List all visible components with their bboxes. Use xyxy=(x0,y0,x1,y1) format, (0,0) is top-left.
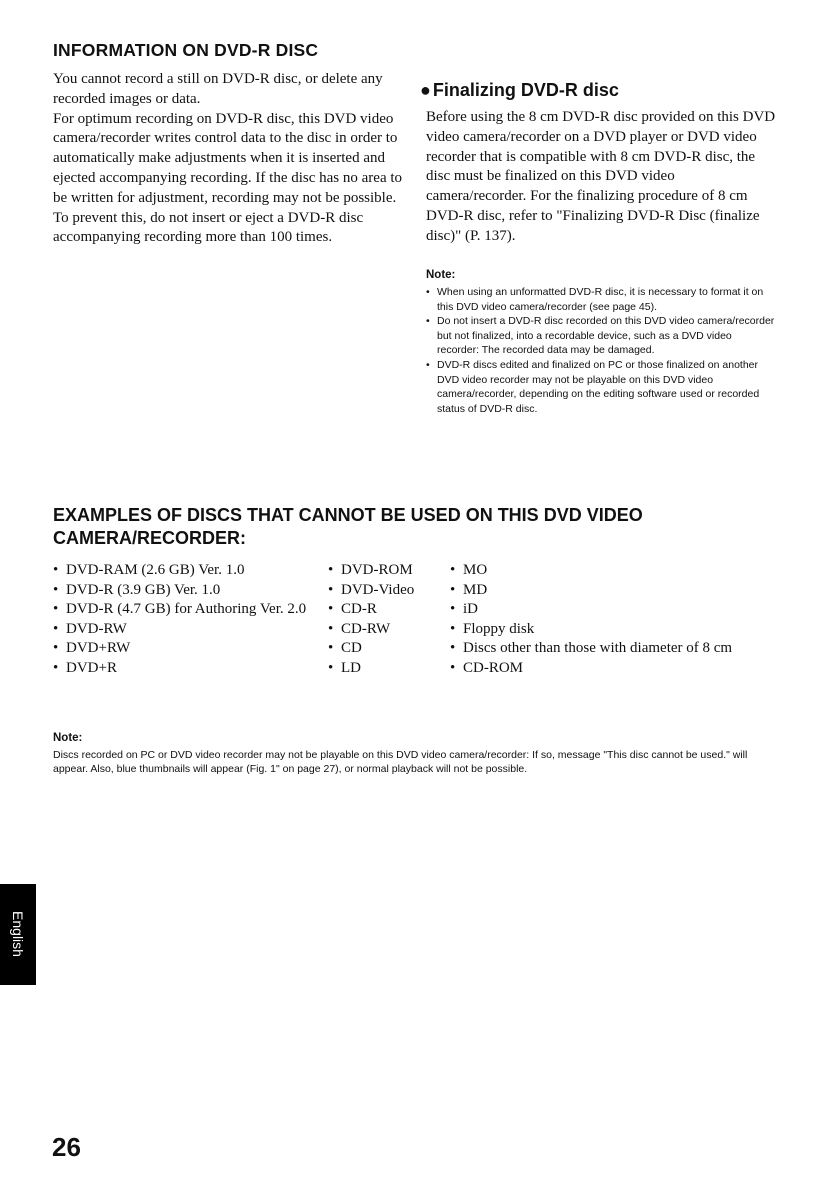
disc-list-item: • DVD+RW xyxy=(53,639,306,659)
disc-list-item: • DVD-RW xyxy=(53,620,306,640)
note-item: • Do not insert a DVD-R disc recorded on this DVD video camera/recorder but not finalized, into a recordable device, such as a DVD video recorder: The recorded data may be damaged. xyxy=(426,314,776,358)
note-item: • DVD-R discs edited and finalized on PC or those finalized on another DVD video recorder may not be playable on this DVD video camera/recorder, depending on the editing software used or recorded status of DVD-R disc. xyxy=(426,358,776,416)
disc-list-item: • DVD-RAM (2.6 GB) Ver. 1.0 xyxy=(53,561,306,581)
disc-list-column-1 xyxy=(53,561,306,679)
disc-list-item: • DVD-R (4.7 GB) for Authoring Ver. 2.0 xyxy=(53,600,306,620)
finalizing-heading-text: Finalizing DVD-R disc xyxy=(432,80,619,100)
disc-list-item: • CD-ROM xyxy=(450,659,732,679)
info-heading: INFORMATION ON DVD-R DISC xyxy=(53,40,319,60)
language-tab xyxy=(0,884,36,985)
disc-list-item: • iD xyxy=(450,600,732,620)
info-paragraph-2: For optimum recording on DVD-R disc, this DVD video camera/recorder writes control data to the disc in order to automatically make adjustments when it is inserted and ejected accompanying recording. If the disc has no area to be written for adjustment, recording may not be possible. To prevent this, do not insert or eject a DVD-R disc accompanying recording more than 100 times. xyxy=(53,110,403,246)
examples-note-text: Discs recorded on PC or DVD video recorder may not be playable on this DVD video camera/recorder: If so, message "This disc cannot be used." will appear. Also, blue thumbnails will appear (Fig. 1" on page 27), or normal playback will not be possible. xyxy=(53,749,748,776)
disc-list-column-2 xyxy=(328,561,414,679)
disc-list-item: • LD xyxy=(328,659,414,679)
bullet-dot-icon: ● xyxy=(420,80,431,100)
disc-list-item: • MO xyxy=(450,561,732,581)
disc-list-item: • CD-RW xyxy=(328,620,414,640)
page-number: 26 xyxy=(52,1132,81,1162)
examples-note-title: Note: xyxy=(53,732,83,744)
disc-list-column-3 xyxy=(450,561,732,679)
finalizing-paragraph: Before using the 8 cm DVD-R disc provided on this DVD video camera/recorder on a DVD player or DVD video recorder that is compatible with 8 cm DVD-R disc, the disc must be finalized on this DVD video camera/recorder. For the finalizing procedure of 8 cm DVD-R disc, refer to "Finalizing DVD-R Disc (finalize disc)" (P. 137). xyxy=(426,109,776,244)
disc-list-item: • DVD-ROM xyxy=(328,561,414,581)
finalizing-note-list xyxy=(426,285,776,416)
info-paragraph-1: You cannot record a still on DVD-R disc, or delete any recorded images or data. xyxy=(53,71,383,107)
disc-list-item: • DVD+R xyxy=(53,659,306,679)
info-body xyxy=(53,70,405,248)
finalizing-note-title: Note: xyxy=(426,269,456,281)
disc-list-item: • CD-R xyxy=(328,600,414,620)
finalizing-heading xyxy=(420,80,619,101)
note-item: • When using an unformatted DVD-R disc, it is necessary to format it on this DVD video camera/recorder (see page 45). xyxy=(426,285,776,314)
examples-heading: EXAMPLES OF DISCS THAT CANNOT BE USED ON THIS DVD VIDEO CAMERA/RECORDER: xyxy=(53,505,643,548)
disc-list-item: • Discs other than those with diameter of 8 cm xyxy=(450,639,732,659)
disc-list-item: • MD xyxy=(450,581,732,601)
language-tab-label: English xyxy=(10,911,26,957)
disc-list-item: • DVD-Video xyxy=(328,581,414,601)
disc-list-item: • DVD-R (3.9 GB) Ver. 1.0 xyxy=(53,581,306,601)
disc-list-item: • Floppy disk xyxy=(450,620,732,640)
disc-list-item: • CD xyxy=(328,639,414,659)
